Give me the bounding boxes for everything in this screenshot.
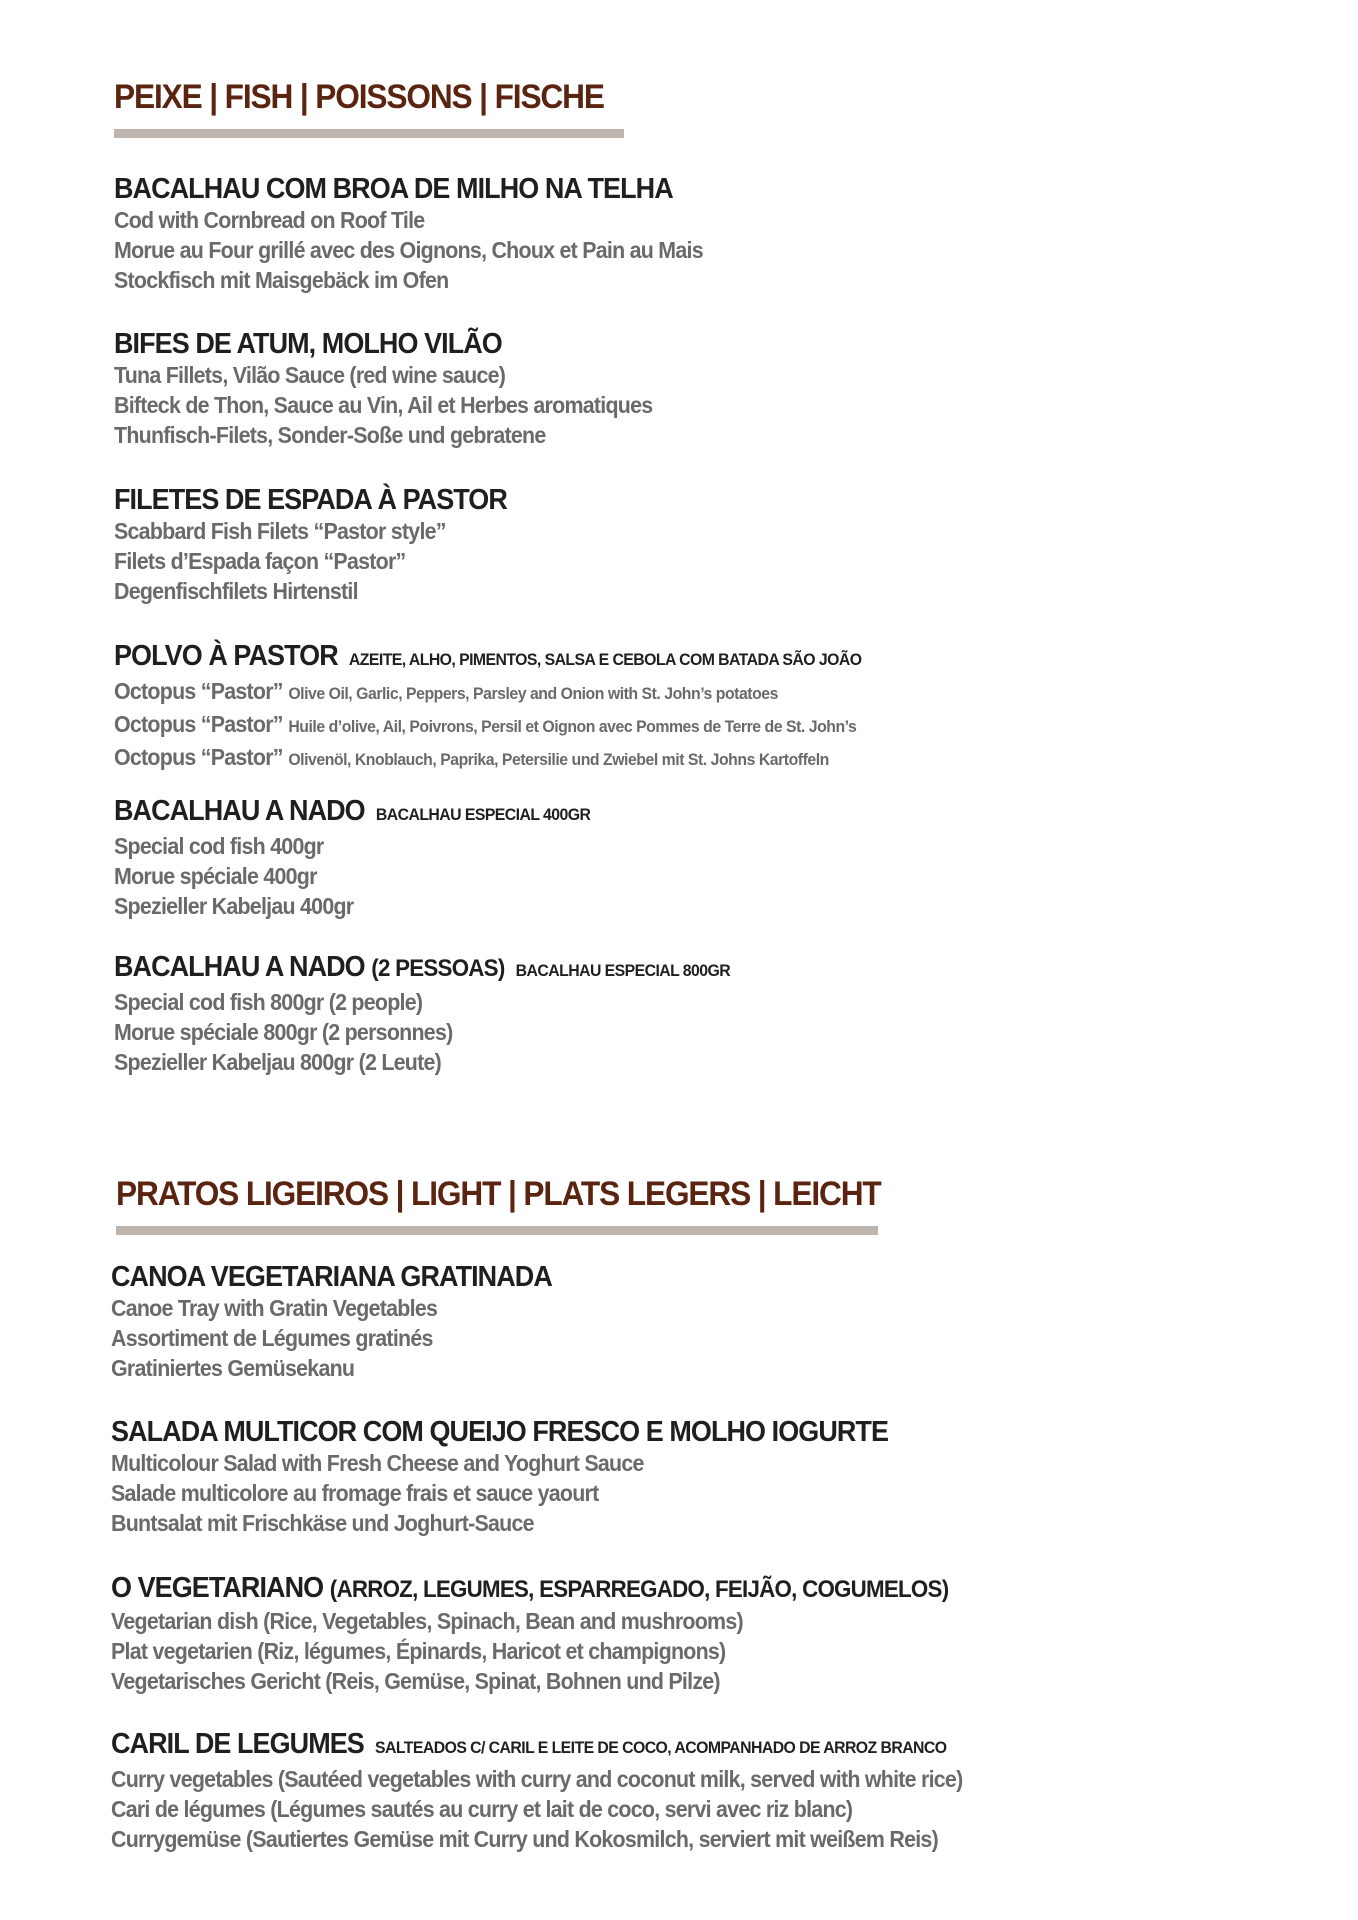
- section-divider: [116, 1226, 878, 1235]
- item-translation-en: Special cod fish 800gr (2 people): [114, 989, 423, 1015]
- item-ingredients: (ARROZ, LEGUMES, ESPARREGADO, FEIJÃO, COGUMELOS): [329, 1576, 949, 1603]
- item-name: FILETES DE ESPADA À PASTOR: [114, 484, 507, 516]
- item-line-detail: Olivenöl, Knoblauch, Paprika, Petersilie und Zwiebel mit St. Johns Kartoffeln: [288, 750, 829, 769]
- item-name-text: BACALHAU A NADO: [114, 795, 365, 827]
- item-translation-de: Spezieller Kabeljau 800gr (2 Leute): [114, 1049, 442, 1075]
- item-name: [111, 1728, 962, 1764]
- item-translation-de: Degenfischfilets Hirtenstil: [114, 578, 358, 604]
- item-translation-fr: Filets d’Espada façon “Pastor”: [114, 548, 406, 574]
- item-translation-fr: Bifteck de Thon, Sauce au Vin, Ail et Herbes aromatiques: [114, 392, 653, 418]
- item-name-text: CARIL DE LEGUMES: [111, 1728, 364, 1760]
- item-translation-de: Spezieller Kabeljau 400gr: [114, 893, 354, 919]
- item-translation-en: Canoe Tray with Gratin Vegetables: [111, 1295, 438, 1321]
- item-note: SALTEADOS C/ CARIL E LEITE DE COCO, ACOMPANHADO DE ARROZ BRANCO: [375, 1738, 947, 1757]
- item-name: [114, 795, 590, 831]
- item-translation-fr: Salade multicolore au fromage frais et sauce yaourt: [111, 1480, 599, 1506]
- menu-item: [114, 328, 693, 450]
- section-title: PEIXE | FISH | POISSONS | FISCHE: [114, 78, 604, 116]
- item-name: BIFES DE ATUM, MOLHO VILÃO: [114, 328, 502, 360]
- menu-item: [114, 795, 626, 921]
- item-translation-fr: Plat vegetarien (Riz, légumes, Épinards, Haricot et champignons): [111, 1638, 726, 1664]
- item-name-text: POLVO À PASTOR: [114, 640, 338, 672]
- item-line-main: Octopus “Pastor”: [114, 744, 283, 770]
- fish-section-header: [114, 77, 624, 138]
- item-name-text: BACALHAU A NADO: [114, 951, 365, 983]
- item-name: BACALHAU COM BROA DE MILHO NA TELHA: [114, 173, 673, 205]
- item-translation-de: Thunfisch-Filets, Sonder-Soße und gebratene: [114, 422, 546, 448]
- item-translation-fr: Assortiment de Légumes gratinés: [111, 1325, 433, 1351]
- item-line-main: Octopus “Pastor”: [114, 678, 283, 704]
- light-section-header: [116, 1174, 881, 1235]
- menu-item: [111, 1416, 947, 1538]
- item-translation-de: [114, 742, 861, 775]
- item-translation-de: Gratiniertes Gemüsekanu: [111, 1355, 355, 1381]
- item-name: CANOA VEGETARIANA GRATINADA: [111, 1261, 552, 1293]
- item-translation-en: Tuna Fillets, Vilão Sauce (red wine sauce): [114, 362, 506, 388]
- item-translation-en: Curry vegetables (Sautéed vegetables with curry and coconut milk, served with white rice): [111, 1766, 963, 1792]
- menu-item: [114, 484, 536, 606]
- item-translation-fr: Morue spéciale 400gr: [114, 863, 317, 889]
- item-translation-de: Vegetarisches Gericht (Reis, Gemüse, Spinat, Bohnen und Pilze): [111, 1668, 720, 1694]
- item-translation-fr: [114, 709, 861, 742]
- item-line-detail: Huile d’olive, Ail, Poivrons, Persil et Oignon avec Pommes de Terre de St. John’s: [288, 717, 857, 736]
- item-translation-en: [114, 676, 861, 709]
- item-name: [114, 951, 730, 987]
- item-translation-fr: Morue spéciale 800gr (2 personnes): [114, 1019, 453, 1045]
- item-translation-de: Currygemüse (Sautiertes Gemüse mit Curry und Kokosmilch, serviert mit weißem Reis): [111, 1826, 938, 1852]
- menu-item: [114, 173, 747, 295]
- item-name-text: O VEGETARIANO: [111, 1572, 324, 1604]
- item-name: [114, 640, 861, 676]
- menu-item: [111, 1728, 1027, 1854]
- menu-item: [114, 951, 776, 1077]
- item-translation-de: Stockfisch mit Maisgebäck im Ofen: [114, 267, 449, 293]
- section-divider: [114, 129, 624, 138]
- menu-item: [111, 1572, 1011, 1696]
- item-translation-fr: Morue au Four grillé avec des Oignons, Choux et Pain au Mais: [114, 237, 703, 263]
- item-line-detail: Olive Oil, Garlic, Peppers, Parsley and Onion with St. John’s potatoes: [288, 684, 778, 703]
- item-translation-en: Multicolour Salad with Fresh Cheese and Yoghurt Sauce: [111, 1450, 644, 1476]
- menu-item: [111, 1261, 585, 1383]
- item-line-main: Octopus “Pastor”: [114, 711, 283, 737]
- item-translation-en: Vegetarian dish (Rice, Vegetables, Spinach, Bean and mushrooms): [111, 1608, 743, 1634]
- item-name: SALADA MULTICOR COM QUEIJO FRESCO E MOLHO IOGURTE: [111, 1416, 889, 1448]
- item-note: BACALHAU ESPECIAL 400GR: [375, 805, 591, 824]
- item-translation-de: Buntsalat mit Frischkäse und Joghurt-Sauce: [111, 1510, 534, 1536]
- item-translation-en: Scabbard Fish Filets “Pastor style”: [114, 518, 446, 544]
- item-portion: (2 PESSOAS): [371, 955, 505, 982]
- item-note: AZEITE, ALHO, PIMENTOS, SALSA E CEBOLA COM BATADA SÃO JOÃO: [348, 650, 862, 669]
- item-note: BACALHAU ESPECIAL 800GR: [515, 961, 731, 980]
- item-name: [111, 1572, 948, 1606]
- section-title: PRATOS LIGEIROS | LIGHT | PLATS LEGERS | LEICHT: [116, 1175, 881, 1213]
- item-translation-en: Special cod fish 400gr: [114, 833, 324, 859]
- item-translation-fr: Cari de légumes (Légumes sautés au curry et lait de coco, servi avec riz blanc): [111, 1796, 853, 1822]
- item-translation-en: Cod with Cornbread on Roof Tile: [114, 207, 425, 233]
- menu-item: [114, 640, 918, 775]
